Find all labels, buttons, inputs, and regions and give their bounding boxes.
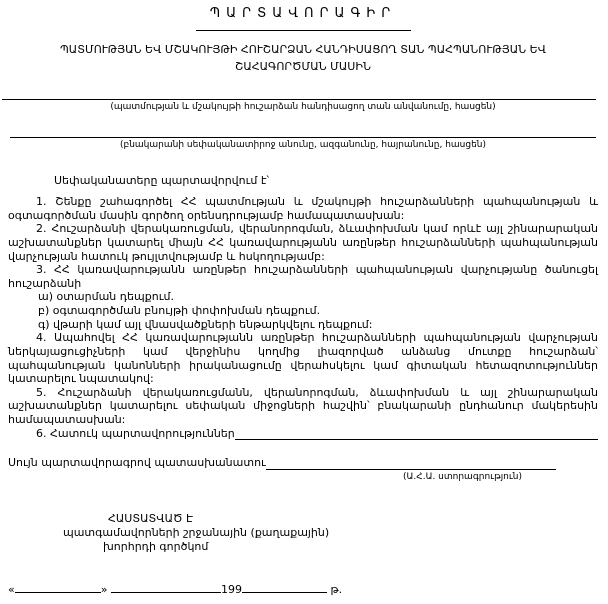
date-year-prefix: 199 bbox=[220, 583, 242, 596]
field-caption-owner: (բնակարանի սեփականատիրոջ անունը, ազգանունը, հայրանունը, հասցեն) bbox=[119, 140, 487, 150]
document-subtitle: ՊԱՏՄՈՒԹՅԱՆ ԵՎ ՄՇԱԿՈՒՅԹԻ ՀՈՒՇԱՐՁԱՆ ՀԱՆԴԻՍԱՑՈՂ ՏԱՆ ՊԱՀՊԱՆՈՒԹՅԱՆ ԵՎ ՇԱՀԱԳՈՐԾՄԱՆ ՄԱՍԻՆ bbox=[60, 43, 546, 73]
approved-heading: ՀԱՍՏԱՏՎԱԾ Է bbox=[108, 511, 194, 525]
clause-4: 4. Ապահովել ՀՀ կառավարությանն առընթեր հուշարձանների պահպանության վարչության ներկայացուցիչների կամ վերջինիս կողմից լիազորված անձանց մուտքը հուշարձան՝ պահպանության կանոնների իրականացումը վերահսկելու կամ գիտական հետազոտություններ կատարելու նպատակով: bbox=[8, 331, 598, 386]
clause-3-subitem-c: գ) վթարի կամ այլ վնասվածքների ենթարկվելու դեպքում: bbox=[38, 317, 373, 331]
date-close-quote: » bbox=[100, 583, 108, 596]
fill-line-monument-name bbox=[2, 99, 596, 100]
approved-council-line: պատգամավորների շրջանային (քաղաքային) bbox=[63, 526, 330, 540]
fill-line-special-obligations bbox=[235, 427, 598, 440]
date-line bbox=[8, 581, 342, 596]
intro-text: Սեփականատերը պարտավորվում է՝ bbox=[54, 174, 270, 187]
approved-block bbox=[8, 512, 598, 555]
fill-line-owner-name bbox=[10, 137, 596, 138]
clause-5: 5. Հուշարձանի վերակառուցմանն, վերանորոգման, ձևափոխման և այլ շինարարական աշխատանքներ կատարելու սեփական միջոցների հաշվին՝ բնակարանի ընդհանուր մակերեսին համապատասխան: bbox=[8, 385, 598, 426]
clause-3-subitem-b: բ) օգտագործման բնույթի փոփոխման դեպքում. bbox=[38, 304, 321, 317]
clause-3: 3. ՀՀ կառավարությանն առընթեր հուշարձանների պահպանության վարչությանը ծանուցել հուշարձանի bbox=[8, 263, 598, 290]
fill-line-day bbox=[15, 581, 101, 593]
signature-caption: (Ա.Հ.Ա. ստորագրություն) bbox=[403, 471, 522, 482]
title-underline bbox=[196, 30, 411, 31]
clause-6-label: 6. Հատուկ պարտավորություններ bbox=[36, 426, 235, 440]
clause-3-subitem-a: ա) օտարման դեպքում. bbox=[38, 290, 174, 304]
fill-line-month bbox=[111, 581, 221, 593]
responsible-line bbox=[8, 456, 598, 470]
field-caption-monument: (պատմության և մշակույթի հուշարձան հանդիսացող տան անվանումը, հասցեն) bbox=[110, 102, 496, 112]
clause-2: 2. Հուշարձանի վերակառուցման, վերանորոգման, ձևափոխման կամ որևէ այլ շինարարական աշխատանքներ կատարել միայն ՀՀ կառավարությանն առընթեր հուշարձանների պահպանության վարչության հատուկ թույլտվությամբ և հսկողությամբ: bbox=[8, 222, 598, 263]
fill-line-signature bbox=[266, 457, 556, 470]
fill-line-year bbox=[242, 581, 327, 593]
clause-1: 1. Շենքը շահագործել ՀՀ պատմության և մշակույթի հուշարձանների պահպանության և օգտագործման մասին գործող օրենսդրությամբ համապատասխան: bbox=[8, 195, 598, 222]
responsible-label: Սույն պարտավորագրով պատասխանատու bbox=[8, 456, 266, 470]
document-title: ՊԱՐՏԱՎՈՐԱԳԻՐ bbox=[209, 6, 397, 21]
approved-executive-line: խորհրդի գործկոմ bbox=[103, 540, 209, 554]
clause-6 bbox=[8, 427, 598, 441]
date-open-quote: « bbox=[8, 583, 15, 596]
date-era-suffix: թ. bbox=[330, 583, 343, 596]
